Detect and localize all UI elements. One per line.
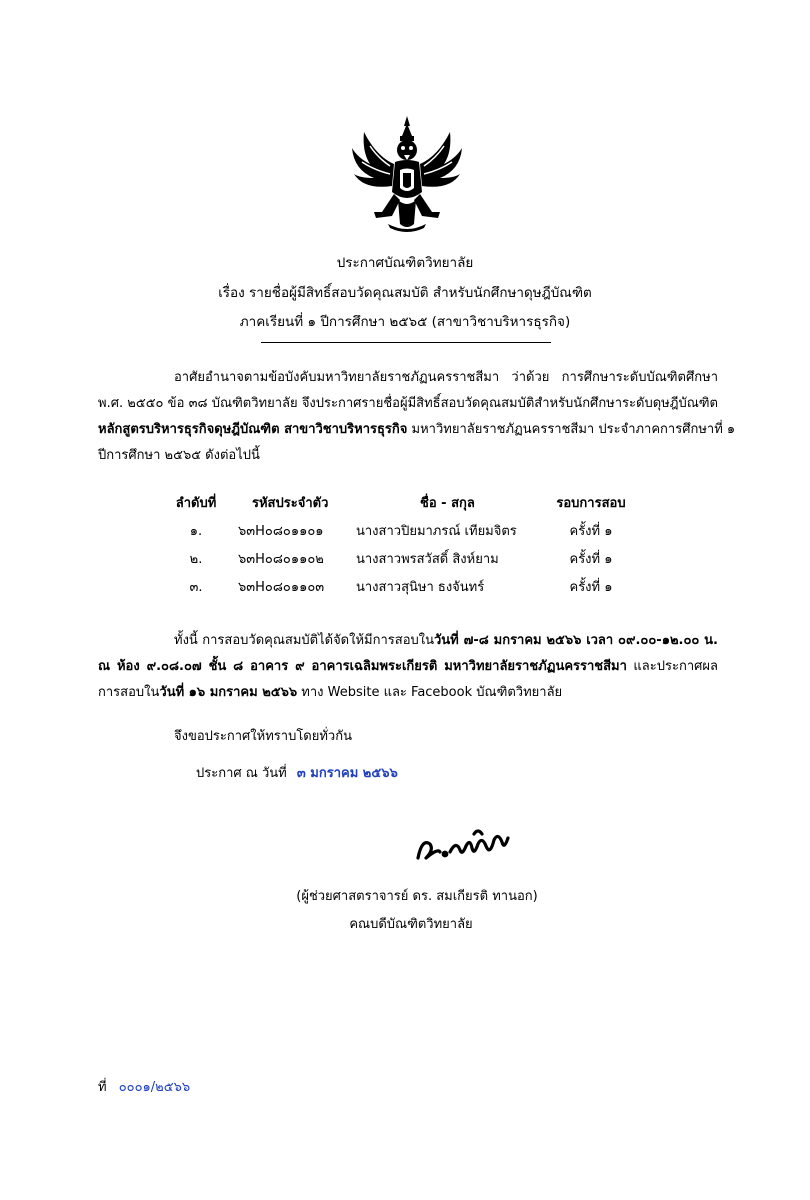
reference-number: ๐๐๐๑/๒๕๖๖ xyxy=(118,1080,191,1095)
table-row: ๒. ๖๓H๐๘๐๑๑๐๒ นางสาวพรสวัสดิ์ สิงห์ยาม ครั้งที่ ๑ xyxy=(189,552,613,567)
table-row: ๑. ๖๓H๐๘๐๑๑๐๑ นางสาวปิยมาภรณ์ เทียมจิตร ครั้งที่ ๑ xyxy=(189,524,613,539)
announce-label: ประกาศ ณ วันที่ xyxy=(196,766,287,781)
exam-line-2: ณ ห้อง ๙.๐๘.๐๗ ชั้น ๘ อาคาร ๙ อาคารเฉลิมพระเกียรติ มหาวิทยาลัยราชภัฏนครราชสีมา และประกาศผล xyxy=(98,659,718,674)
announcement-subject: เรื่อง รายชื่อผู้มีสิทธิ์สอบวัดคุณสมบัติ สำหรับนักศึกษาดุษฎีบัณฑิต xyxy=(218,285,592,301)
exam-date-time: วันที่ ๗-๘ มกราคม ๒๕๖๖ เวลา ๐๙.๐๐-๑๒.๐๐ น. xyxy=(434,633,718,648)
announce-date: ๓ มกราคม ๒๕๖๖ xyxy=(296,766,398,781)
exam-location: ณ ห้อง ๙.๐๘.๐๗ ชั้น ๘ อาคาร ๙ อาคารเฉลิมพระเกียรติ มหาวิทยาลัยราชภัฏนครราชสีมา xyxy=(98,659,627,674)
garuda-emblem-icon xyxy=(348,112,466,234)
intro-paragraph xyxy=(98,365,736,469)
intro-line-4: ปีการศึกษา ๒๕๖๕ ดังต่อไปนี้ xyxy=(98,448,260,463)
table-header xyxy=(0,492,810,518)
closing-text: จึงขอประกาศให้ทราบโดยทั่วกัน xyxy=(174,729,352,744)
reference-line xyxy=(98,1076,190,1097)
intro-line-2: พ.ศ. ๒๕๕๐ ข้อ ๓๘ บัณฑิตวิทยาลัย จึงประกาศรายชื่อผู้มีสิทธิ์สอบวัดคุณสมบัติสำหรับนักศึกษาระดับดุษฎีบัณฑิต xyxy=(98,396,718,411)
announcement-term: ภาคเรียนที่ ๑ ปีการศึกษา ๒๕๖๕ (สาขาวิชาบริหารธุรกิจ) xyxy=(239,314,571,330)
header-round: รอบการสอบ xyxy=(556,496,626,511)
result-date: วันที่ ๑๖ มกราคม ๒๕๖๖ xyxy=(159,685,298,700)
signer-name: (ผู้ช่วยศาสตราจารย์ ดร. สมเกียรติ ทานอก) xyxy=(296,889,538,904)
program-name: หลักสูตรบริหารธุรกิจดุษฎีบัณฑิต สาขาวิชาบริหารธุรกิจ xyxy=(98,422,408,437)
reference-label: ที่ xyxy=(98,1080,107,1095)
intro-line-3: หลักสูตรบริหารธุรกิจดุษฎีบัณฑิต สาขาวิชาบริหารธุรกิจ มหาวิทยาลัยราชภัฏนครราชสีมา ประจำภาคการศึกษาที่ ๑ xyxy=(98,422,736,437)
header-name: ชื่อ - สกุล xyxy=(420,496,475,511)
header-order: ลำดับที่ xyxy=(175,496,217,511)
header-student-id: รหัสประจำตัว xyxy=(252,496,329,511)
exam-paragraph xyxy=(98,628,718,706)
intro-line-1: อาศัยอำนาจตามข้อบังคับมหาวิทยาลัยราชภัฏนครราชสีมา ว่าด้วย การศึกษาระดับบัณฑิตศึกษา xyxy=(174,370,718,385)
signer-position: คณบดีบัณฑิตวิทยาลัย xyxy=(349,917,473,932)
announcement-org: ประกาศบัณฑิตวิทยาลัย xyxy=(336,255,474,271)
header-divider xyxy=(261,342,551,343)
announce-date-line xyxy=(196,762,398,783)
handwritten-signature xyxy=(412,818,522,870)
exam-line-1: ทั้งนี้ การสอบวัดคุณสมบัติได้จัดให้มีการสอบในวันที่ ๗-๘ มกราคม ๒๕๖๖ เวลา ๐๙.๐๐-๑๒.๐๐ น. xyxy=(174,633,718,648)
exam-line-3: การสอบในวันที่ ๑๖ มกราคม ๒๕๖๖ ทาง Website และ Facebook บัณฑิตวิทยาลัย xyxy=(98,685,563,700)
table-row: ๓. ๖๓H๐๘๐๑๑๐๓ นางสาวสุนิษา ธงจันทร์ ครั้งที่ ๑ xyxy=(189,580,613,595)
